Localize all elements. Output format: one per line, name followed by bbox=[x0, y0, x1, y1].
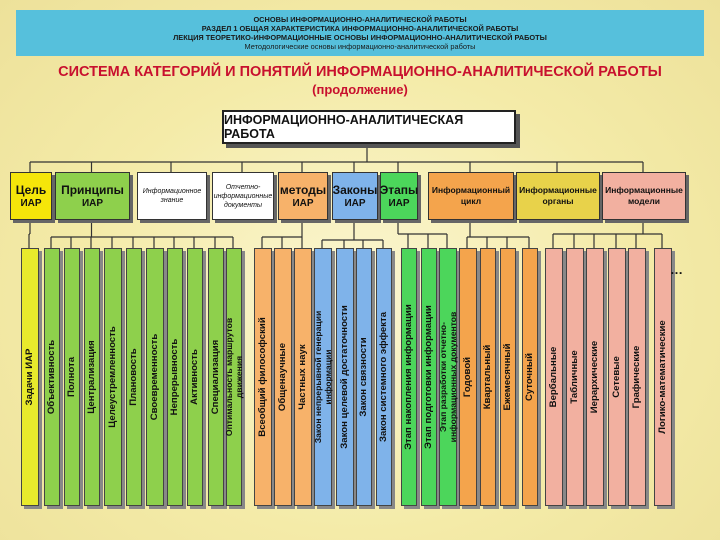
leaf-box bbox=[421, 248, 437, 506]
category-label: Законы bbox=[332, 182, 378, 197]
leaf-label: Этап накопления информации bbox=[403, 304, 414, 450]
leaf-label: Иерархические bbox=[589, 340, 600, 414]
leaf-label: Полнота bbox=[66, 356, 77, 398]
leaf-box bbox=[44, 248, 60, 506]
category-label: Принципы bbox=[61, 182, 124, 197]
category-box bbox=[380, 172, 418, 220]
category-box bbox=[212, 172, 274, 220]
continuation-ellipsis: … bbox=[670, 262, 683, 277]
leaf-label: Объективность bbox=[46, 339, 57, 415]
leaf-label: Закон связности bbox=[358, 337, 369, 417]
leaf-label: Закон целевой достаточности bbox=[339, 305, 350, 449]
leaf-label: Закон непрерывной генерации информации bbox=[313, 310, 333, 444]
leaf-box bbox=[480, 248, 496, 506]
leaf-box bbox=[314, 248, 332, 506]
leaf-label: Всеобщий философский bbox=[257, 317, 268, 437]
category-box bbox=[602, 172, 686, 220]
category-sublabel: ИАР bbox=[292, 197, 314, 209]
header-line-4: Методологические основы информационно-аналитической работы bbox=[244, 42, 476, 51]
leaf-box bbox=[104, 248, 122, 506]
category-sublabel: органы bbox=[542, 196, 574, 206]
category-box bbox=[332, 172, 378, 220]
leaf-label: Этап подготовки информации bbox=[423, 305, 434, 449]
leaf-box bbox=[500, 248, 516, 506]
category-box bbox=[428, 172, 514, 220]
leaf-label: Плановость bbox=[128, 348, 139, 406]
header-line-2: РАЗДЕЛ 1 ОБЩАЯ ХАРАКТЕРИСТИКА ИНФОРМАЦИОННО-АНАЛИТИЧЕСКОЙ РАБОТЫ bbox=[201, 24, 519, 33]
leaf-box bbox=[226, 248, 242, 506]
leaf-box bbox=[356, 248, 372, 506]
leaf-box bbox=[187, 248, 203, 506]
slide-subtitle: (продолжение) bbox=[312, 82, 408, 97]
leaf-box bbox=[654, 248, 672, 506]
leaf-box bbox=[566, 248, 584, 506]
category-label: Отчетно-информационные документы bbox=[213, 183, 273, 209]
category-label: методы bbox=[279, 182, 327, 197]
leaf-label: Табличные bbox=[569, 350, 580, 404]
leaf-label: Централизация bbox=[86, 340, 97, 414]
leaf-box bbox=[628, 248, 646, 506]
leaf-box bbox=[294, 248, 312, 506]
category-label: Информационные bbox=[519, 185, 597, 195]
leaf-label: Задачи ИАР bbox=[24, 348, 35, 406]
leaf-box bbox=[336, 248, 354, 506]
leaf-box bbox=[167, 248, 183, 506]
category-box bbox=[10, 172, 52, 220]
leaf-box bbox=[459, 248, 477, 506]
leaf-label: Активность bbox=[189, 349, 200, 405]
header-line-3: ЛЕКЦИЯ ТЕОРЕТИКО-ИНФОРМАЦИОННЫЕ ОСНОВЫ ИНФОРМАЦИОННО-АНАЛИТИЧЕСКОЙ РАБОТЫ bbox=[173, 33, 547, 42]
header-line-1: ОСНОВЫ ИНФОРМАЦИОННО-АНАЛИТИЧЕСКОЙ РАБОТЫ bbox=[253, 15, 467, 24]
leaf-box bbox=[376, 248, 392, 506]
leaf-label: Общенаучные bbox=[277, 342, 288, 412]
leaf-label: Годовой bbox=[462, 356, 473, 398]
category-sublabel: ИАР bbox=[388, 197, 410, 209]
leaf-label: Суточный bbox=[524, 352, 535, 402]
category-label: Информационные bbox=[605, 185, 683, 195]
category-sublabel: ИАР bbox=[81, 197, 104, 209]
leaf-box bbox=[522, 248, 538, 506]
leaf-box bbox=[608, 248, 626, 506]
category-label: Цель bbox=[15, 182, 47, 197]
leaf-label: Своевременность bbox=[149, 333, 160, 421]
leaf-box bbox=[254, 248, 272, 506]
leaf-box bbox=[21, 248, 39, 506]
leaf-box bbox=[545, 248, 563, 506]
leaf-label: Оптимальность маршрутов движения bbox=[224, 317, 244, 437]
leaf-box bbox=[208, 248, 224, 506]
category-box bbox=[137, 172, 207, 220]
leaf-label: Ежемесячный bbox=[502, 343, 513, 411]
leaf-box bbox=[439, 248, 457, 506]
leaf-label: Закон системного эффекта bbox=[378, 311, 389, 443]
leaf-label: Сетевые bbox=[611, 356, 622, 398]
root-node: ИНФОРМАЦИОННО-АНАЛИТИЧЕСКАЯ РАБОТА bbox=[222, 110, 516, 144]
category-label: Информационный bbox=[431, 185, 511, 195]
leaf-label: Вербальные bbox=[548, 346, 559, 408]
category-box bbox=[278, 172, 328, 220]
leaf-label: Специализация bbox=[210, 339, 221, 415]
leaf-box bbox=[586, 248, 604, 506]
category-sublabel: ИАР bbox=[20, 197, 42, 209]
category-sublabel: ИАР bbox=[344, 197, 366, 209]
slide-title: СИСТЕМА КАТЕГОРИЙ И ПОНЯТИЙ ИНФОРМАЦИОННО-АНАЛИТИЧЕСКОЙ РАБОТЫ bbox=[58, 64, 662, 80]
leaf-box bbox=[84, 248, 100, 506]
leaf-box bbox=[126, 248, 142, 506]
leaf-box bbox=[274, 248, 292, 506]
leaf-label: Логико-математические bbox=[657, 320, 668, 434]
category-sublabel: цикл bbox=[460, 196, 482, 206]
category-sublabel: модели bbox=[627, 196, 660, 206]
category-label: Информационное знание bbox=[142, 188, 202, 204]
category-label: Этапы bbox=[379, 182, 419, 197]
leaf-label: Непрерывность bbox=[169, 338, 180, 416]
leaf-label: Целеустремленность bbox=[107, 326, 118, 428]
category-box bbox=[55, 172, 130, 220]
category-box bbox=[516, 172, 600, 220]
leaf-box bbox=[401, 248, 417, 506]
leaf-label: Частных наук bbox=[297, 344, 308, 410]
leaf-box bbox=[64, 248, 80, 506]
leaf-label: Графические bbox=[631, 345, 642, 409]
leaf-label: Этап разработки отчетно- информационных документов bbox=[438, 311, 458, 443]
leaf-label: Квартальный bbox=[482, 344, 493, 410]
leaf-box bbox=[146, 248, 164, 506]
